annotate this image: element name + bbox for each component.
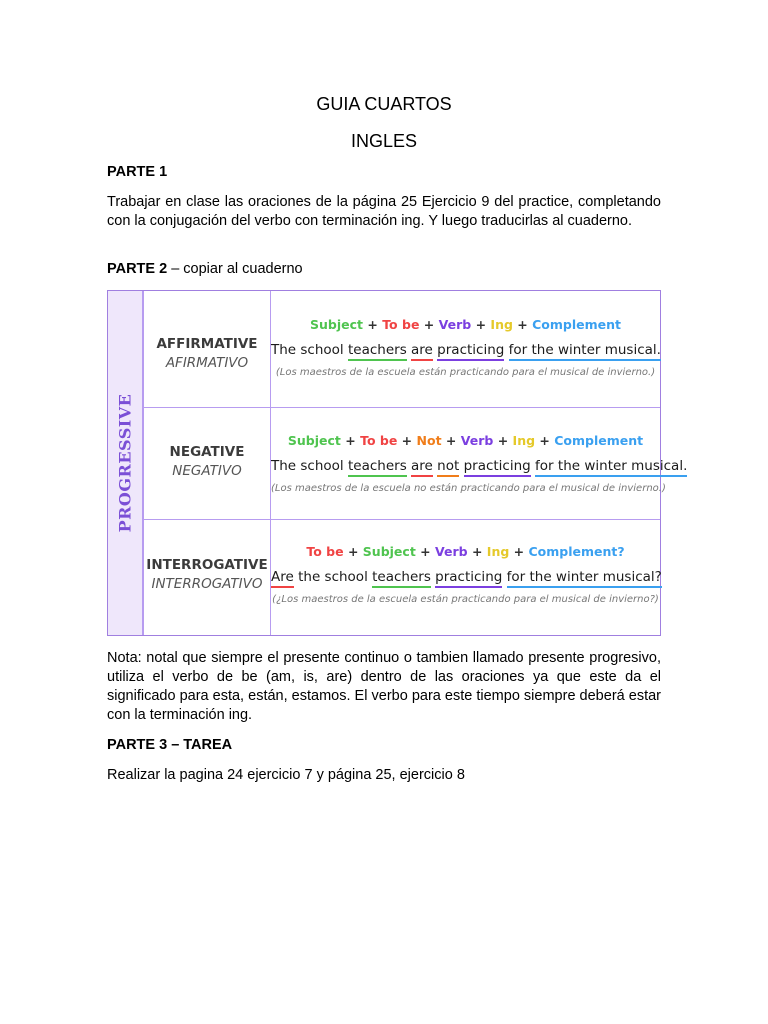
parte2-line <box>107 261 303 277</box>
affirmative-cell <box>271 317 660 378</box>
example-to-be: Are <box>271 569 294 588</box>
formula-complement: Complement <box>532 317 621 332</box>
progressive-grammar-table <box>107 290 688 636</box>
example-not: not <box>437 458 459 477</box>
affirmative-translation: (Los maestros de la escuela están practicando para el musical de invierno.) <box>275 367 656 378</box>
parte1-text: Trabajar en clase las oraciones de la página 25 Ejercicio 9 del practice, completando con la conjugación del verbo con terminación ing. Y luego traducirlas al cuaderno. <box>107 194 661 229</box>
example-complement: for the winter musical? <box>507 569 662 588</box>
formula-to-be: To be <box>360 433 398 448</box>
parte3-text: Realizar la pagina 24 ejercicio 7 y página 25, ejercicio 8 <box>107 767 465 783</box>
negative-cell <box>271 433 688 494</box>
formula-plus: + <box>497 433 509 448</box>
row-label-negative <box>144 444 270 479</box>
progressive-label: PROGRESSIVE <box>115 393 135 533</box>
interrogative-formula <box>271 544 660 559</box>
document-subtitle: INGLES <box>350 131 418 151</box>
label-en: NEGATIVE <box>169 444 245 460</box>
formula-to-be: To be <box>382 317 420 332</box>
formula-plus: + <box>347 544 359 559</box>
nota-text: Nota: notal que siempre el presente continuo o tambien llamado presente progresivo, utiliza el verbo de be (am, is, are) dentro de las oraciones ya que este da el significado para esta, están, estamos. El verbo para este tiempo siempre deberá estar con la terminación ing. <box>107 650 661 723</box>
document-title: GUIA CUARTOS <box>316 94 452 114</box>
affirmative-example <box>271 342 660 358</box>
example-space <box>459 458 463 475</box>
example-part: the school <box>293 569 373 585</box>
formula-verb: Verb <box>460 433 494 448</box>
example-verb: practicing <box>437 342 504 361</box>
negative-translation: (Los maestros de la escuela no están practicando para el musical de invierno.) <box>271 483 666 494</box>
interrogative-translation: (¿Los maestros de la escuela están practicando para el musical de invierno?) <box>272 594 659 605</box>
formula-plus: + <box>367 317 378 332</box>
formula-verb: Verb <box>435 544 468 559</box>
row-label-affirmative <box>144 336 270 371</box>
example-to-be: are <box>411 458 433 477</box>
formula-ing: Ing <box>512 433 536 448</box>
label-es: INTERROGATIVO <box>151 576 263 592</box>
formula-plus: + <box>420 544 431 559</box>
example-part: The school <box>271 458 348 474</box>
example-subject: teachers <box>348 458 407 477</box>
example-part: The school <box>271 342 348 358</box>
negative-formula <box>271 433 660 448</box>
row-label-interrogative <box>144 557 270 592</box>
parte2-text: – copiar al cuaderno <box>167 261 303 277</box>
formula-plus: + <box>539 433 550 448</box>
formula-plus: + <box>517 317 528 332</box>
formula-not: Not <box>416 433 442 448</box>
formula-complement: Complement <box>554 433 644 448</box>
parte2-heading: PARTE 2 <box>107 261 168 277</box>
formula-complement: Complement? <box>528 544 625 559</box>
formula-ing: Ing <box>490 317 513 332</box>
example-subject: teachers <box>372 569 431 588</box>
formula-to-be: To be <box>306 544 344 559</box>
negative-example <box>271 458 688 474</box>
progressive-side-panel <box>108 291 144 635</box>
interrogative-example <box>271 569 660 585</box>
formula-ing: Ing <box>486 544 510 559</box>
label-en: INTERROGATIVE <box>146 557 268 573</box>
label-es: AFIRMATIVO <box>165 355 249 371</box>
label-en: AFFIRMATIVE <box>156 336 258 352</box>
formula-subject: Subject <box>362 544 416 559</box>
table-divider <box>143 519 660 520</box>
formula-verb: Verb <box>438 317 472 332</box>
label-es: NEGATIVO <box>172 463 242 479</box>
example-space <box>504 342 508 359</box>
formula-plus: + <box>401 433 413 448</box>
table-divider <box>143 407 660 408</box>
example-verb: practicing <box>464 458 531 477</box>
parte3-heading: PARTE 3 – TAREA <box>107 737 233 753</box>
formula-plus: + <box>445 433 457 448</box>
example-complement: for the winter musical. <box>509 342 661 361</box>
formula-plus: + <box>423 317 435 332</box>
example-verb: practicing <box>435 569 502 588</box>
parte1-heading: PARTE 1 <box>107 164 168 180</box>
example-to-be: are <box>411 342 433 361</box>
example-space <box>502 569 506 586</box>
interrogative-cell <box>271 544 660 605</box>
formula-plus: + <box>513 544 525 559</box>
example-subject: teachers <box>348 342 407 361</box>
formula-subject: Subject <box>287 433 341 448</box>
formula-subject: Subject <box>309 317 363 332</box>
formula-plus: + <box>471 544 483 559</box>
affirmative-formula <box>271 317 660 332</box>
example-complement: for the winter musical. <box>535 458 687 477</box>
formula-plus: + <box>475 317 487 332</box>
formula-plus: + <box>345 433 356 448</box>
